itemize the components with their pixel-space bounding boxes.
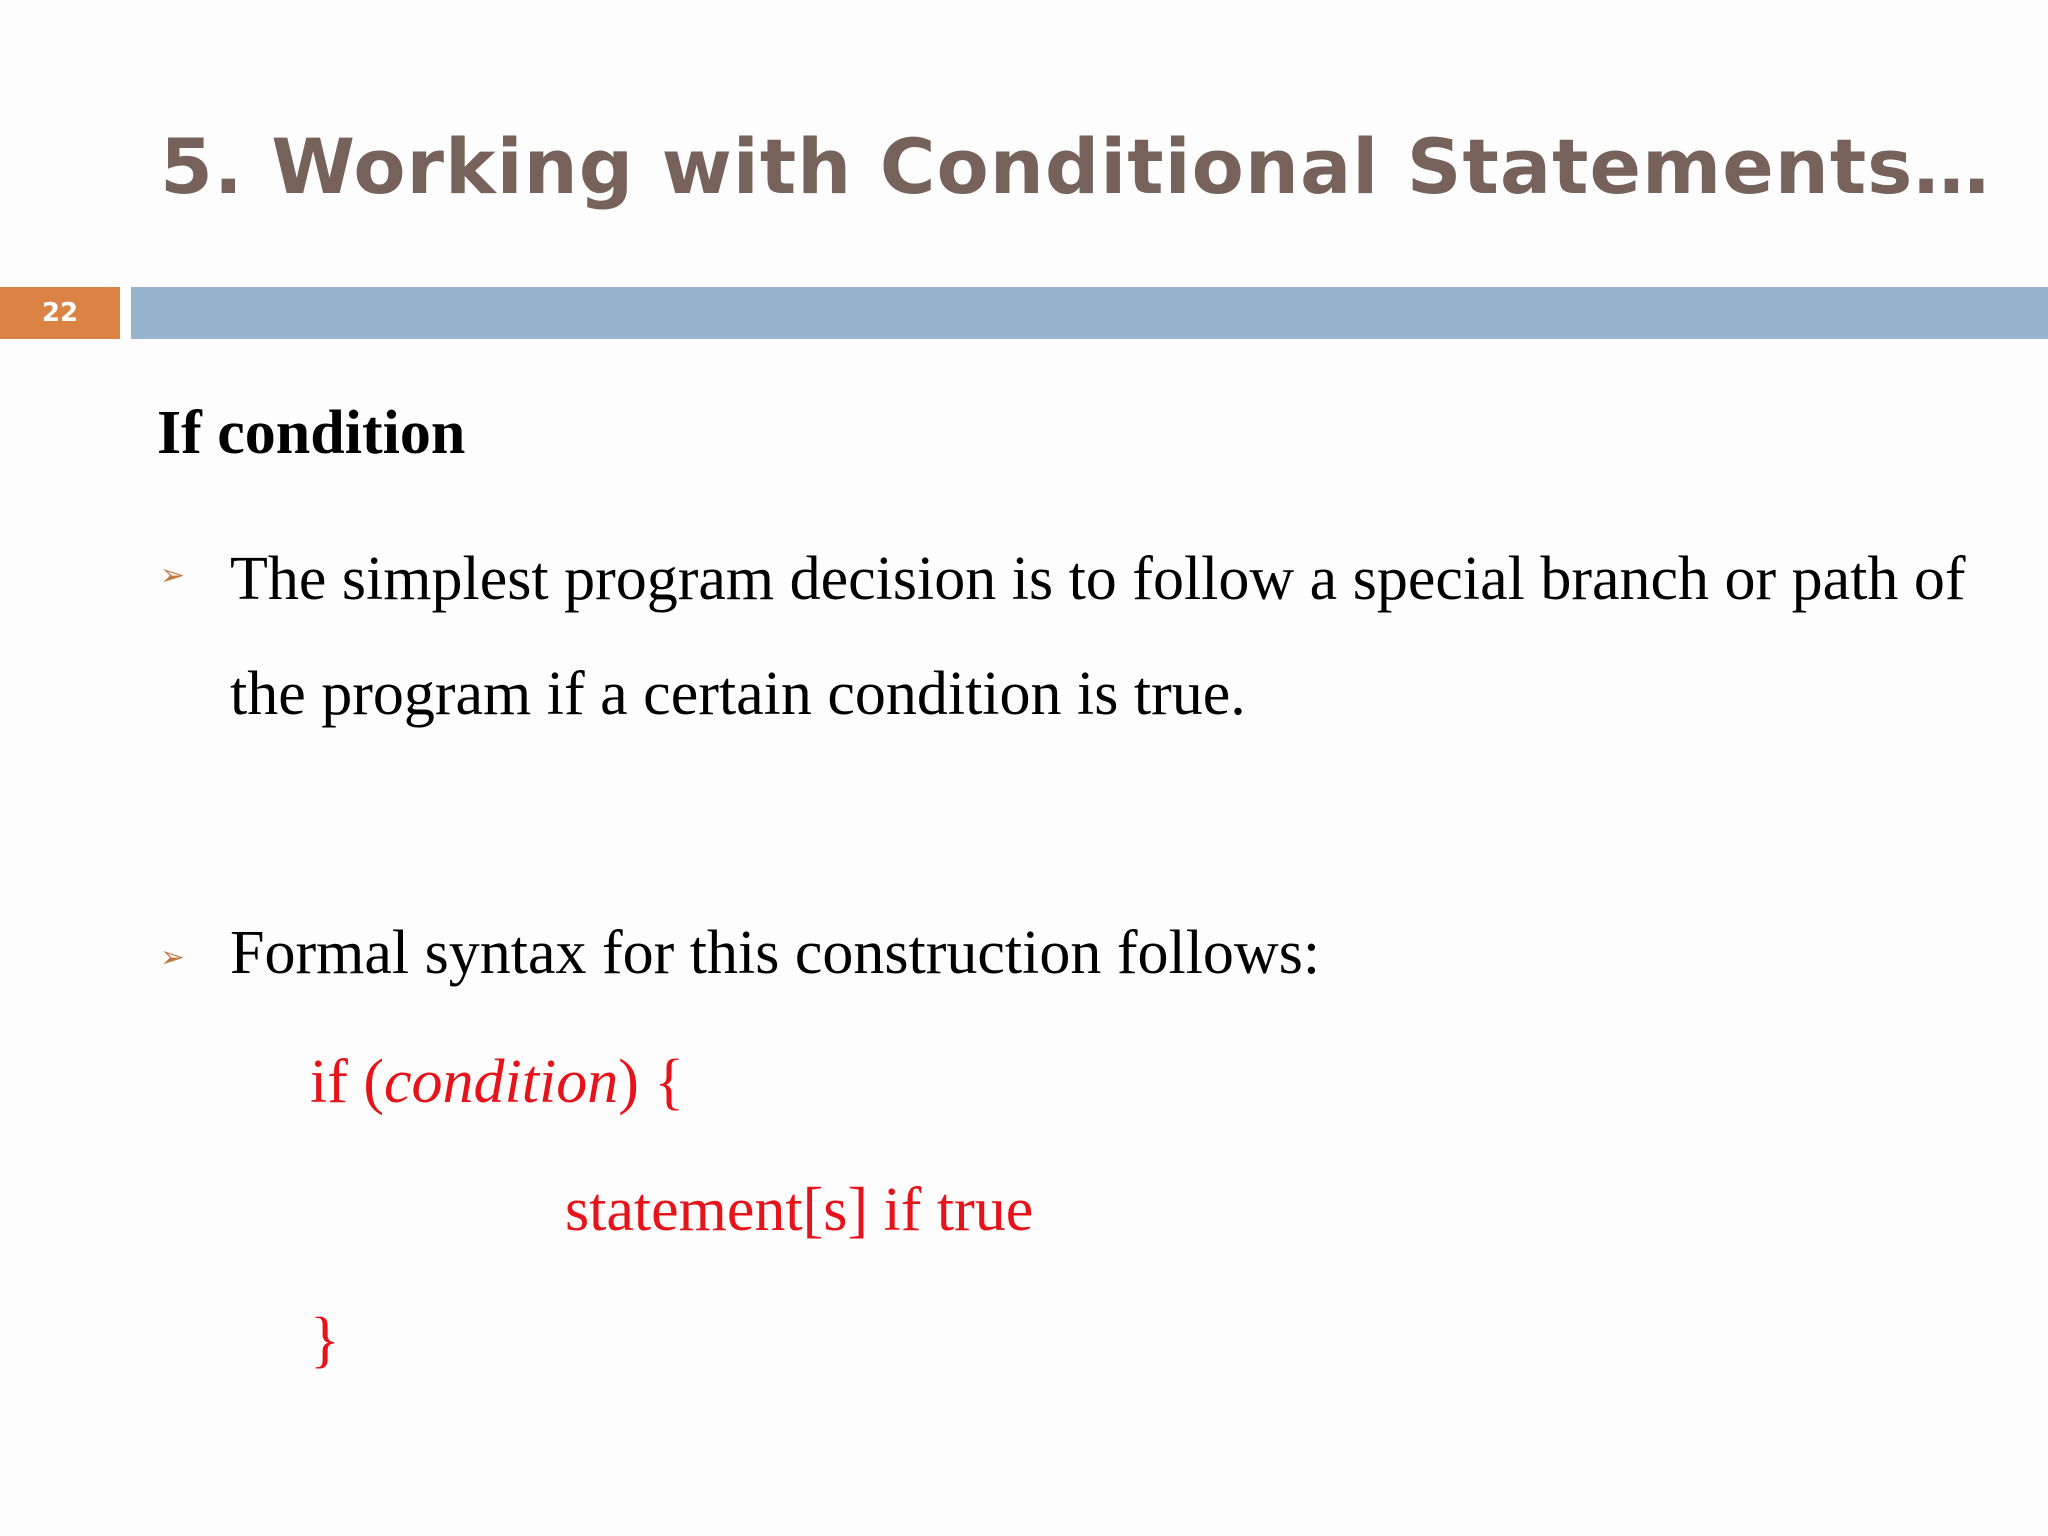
code-brace-open: ) {: [618, 1048, 685, 1116]
bullet-arrow-icon: ➢: [160, 558, 186, 593]
page-number-badge: 22: [0, 287, 120, 339]
bullet-text: Formal syntax for this construction follows:: [230, 919, 1321, 987]
code-line: statement[s] if true: [565, 1176, 1034, 1244]
bullet-text: The simplest program decision is to follow a special branch or path of the program if a certain condition is true.: [230, 545, 1966, 728]
bullet-arrow-icon: ➢: [160, 940, 186, 975]
header-divider-bar: [131, 287, 2048, 339]
code-line: }: [310, 1306, 340, 1374]
subheading: If condition: [157, 399, 466, 467]
code-condition: condition: [384, 1048, 619, 1116]
slide-title: 5. Working with Conditional Statements…: [160, 122, 1991, 211]
code-line: [310, 1042, 684, 1122]
code-keyword: if (: [310, 1048, 385, 1116]
